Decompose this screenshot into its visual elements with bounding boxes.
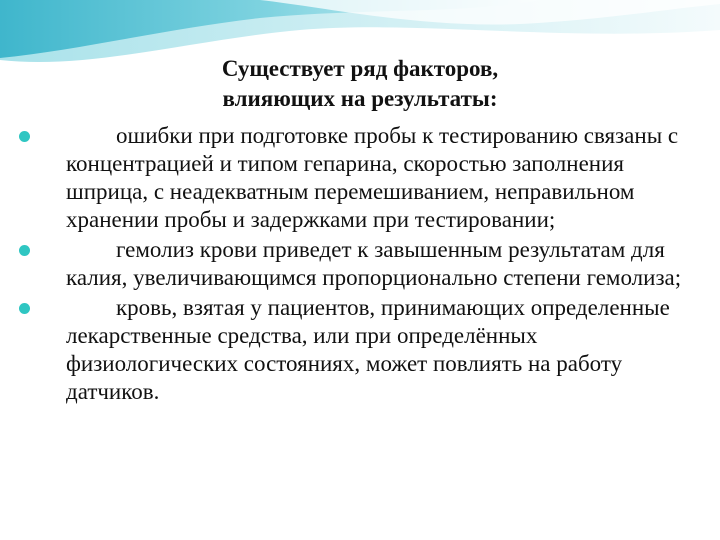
- bullet-item-3: [66, 294, 686, 406]
- bullet-dot-icon: [19, 131, 30, 142]
- bullet-list: [66, 122, 686, 408]
- bullet-dot-icon: [19, 245, 30, 256]
- bullet-text: кровь, взятая у пациентов, принимающих определенные лекарственные средства, или при определённых физиологических состояниях, может повлиять на работу датчиков.: [66, 295, 670, 404]
- bullet-text: ошибки при подготовке пробы к тестированию связаны с концентрацией и типом гепарина, скоростью заполнения шприца, с неадекватным перемешиванием, неправильном хранении пробы и задержками при тестировании;: [66, 123, 679, 232]
- title-line-2: влияющих на результаты:: [222, 86, 498, 111]
- title-line-1: Существует ряд факторов,: [221, 56, 499, 81]
- slide-title: [0, 54, 720, 114]
- bullet-item-1: [66, 122, 686, 234]
- bullet-text: гемолиз крови приведет к завышенным результатам для калия, увеличивающимся пропорционально степени гемолиза;: [66, 237, 682, 290]
- bullet-dot-icon: [19, 303, 30, 314]
- bullet-item-2: [66, 236, 686, 292]
